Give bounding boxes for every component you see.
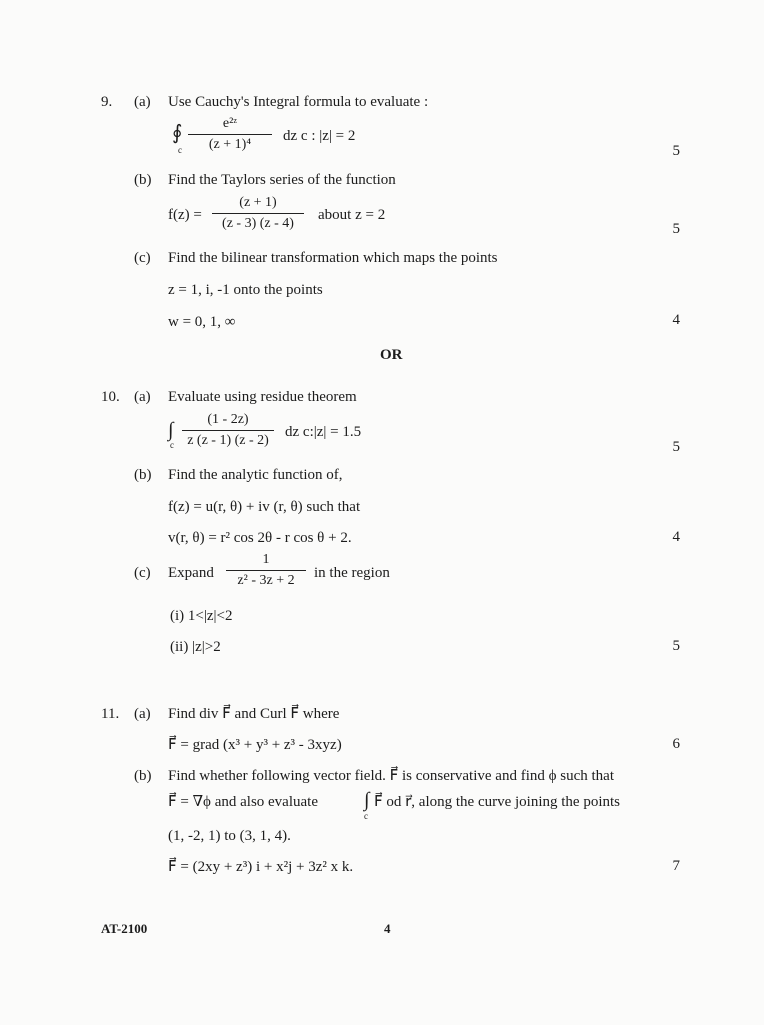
q11a-label: (a) <box>134 706 151 722</box>
q10a-fraction <box>182 412 274 449</box>
q10a-denominator: z (z - 1) (z - 2) <box>187 433 269 448</box>
q9a-integral-sub: c <box>178 145 182 155</box>
page-number: 4 <box>384 921 391 936</box>
q11b-integral-sub: c <box>364 811 368 821</box>
q9a-denominator: (z + 1)⁴ <box>208 137 252 152</box>
q9b-text: Find the Taylors series of the function <box>168 172 396 188</box>
paper-code: AT-2100 <box>101 921 148 936</box>
q10c-denominator: z² - 3z + 2 <box>237 573 295 588</box>
q11b-line2-post: F⃗ od r⃗, along the curve joining the points <box>374 794 621 810</box>
q10a-marks: 5 <box>672 439 680 455</box>
q11a-marks: 6 <box>672 736 680 752</box>
q9a-marks: 5 <box>672 143 680 159</box>
q9c-label: (c) <box>134 250 151 266</box>
fraction-bar <box>212 213 304 214</box>
q9c-line3: w = 0, 1, ∞ <box>168 314 236 330</box>
q10a-integral-sub: c <box>170 440 174 450</box>
q9c-text: Find the bilinear transformation which maps the points <box>168 250 498 266</box>
q9a-integral-symbol: ∮ <box>172 122 183 144</box>
q11b-line4: F⃗ = (2xy + z³) i + x²j + 3z² x k. <box>168 859 354 875</box>
q10a-label: (a) <box>134 389 151 405</box>
q9c-marks: 4 <box>672 312 680 328</box>
q9a-tail: dz c : |z| = 2 <box>283 128 356 144</box>
q10a-text: Evaluate using residue theorem <box>168 389 357 405</box>
q10c-marks: 5 <box>672 638 680 654</box>
q9b-numerator: (z + 1) <box>239 195 277 210</box>
q10a-tail: dz c:|z| = 1.5 <box>285 424 362 440</box>
fraction-bar <box>188 134 272 135</box>
q10c-label: (c) <box>134 565 151 581</box>
q9b-denominator: (z - 3) (z - 4) <box>222 216 294 231</box>
q11-number: 11. <box>101 706 120 722</box>
q9b-fraction <box>212 195 304 232</box>
q11b-marks: 7 <box>672 858 680 874</box>
or-separator: OR <box>380 347 403 363</box>
q11b-label: (b) <box>134 768 152 784</box>
q9b-tail: about z = 2 <box>318 207 386 223</box>
q10b-label: (b) <box>134 467 152 483</box>
q10c-expand: Expand <box>168 565 214 581</box>
q9a-label: (a) <box>134 94 151 110</box>
q11b-text: Find whether following vector field. F⃗ is conservative and find ϕ such that <box>168 768 615 784</box>
q10a-integral-symbol: ∫ <box>168 419 174 441</box>
q9a-fraction <box>188 116 272 153</box>
q9c-line2: z = 1, i, -1 onto the points <box>168 282 323 298</box>
q10c-region-i: (i) 1<|z|<2 <box>170 608 233 624</box>
q10b-text: Find the analytic function of, <box>168 467 343 483</box>
q10-number: 10. <box>101 389 120 405</box>
q9-number: 9. <box>101 94 113 110</box>
q9b-marks: 5 <box>672 221 680 237</box>
q10a-numerator: (1 - 2z) <box>207 412 249 427</box>
q10c-fraction <box>226 552 306 589</box>
q9b-fz: f(z) = <box>168 207 202 223</box>
q10c-numerator: 1 <box>262 552 270 567</box>
q10c-tail: in the region <box>314 565 390 581</box>
q10b-marks: 4 <box>672 529 680 545</box>
q11a-text: Find div F⃗ and Curl F⃗ where <box>168 706 340 722</box>
fraction-bar <box>182 430 274 431</box>
fraction-bar <box>226 570 306 571</box>
q9b-label: (b) <box>134 172 152 188</box>
q9a-text: Use Cauchy's Integral formula to evaluate : <box>168 94 429 110</box>
q11a-line2: F⃗ = grad (x³ + y³ + z³ - 3xyz) <box>168 737 342 753</box>
q11b-integral-symbol: ∫ <box>364 789 370 811</box>
q11b-line3: (1, -2, 1) to (3, 1, 4). <box>168 828 291 844</box>
q11b-line2-pre: F⃗ = ∇ϕ and also evaluate <box>168 794 318 810</box>
q10b-line3: v(r, θ) = r² cos 2θ - r cos θ + 2. <box>168 530 352 546</box>
q10b-line2: f(z) = u(r, θ) + iv (r, θ) such that <box>168 499 361 515</box>
q9a-numerator: e²ᶻ <box>222 116 238 131</box>
q10c-region-ii: (ii) |z|>2 <box>170 639 221 655</box>
